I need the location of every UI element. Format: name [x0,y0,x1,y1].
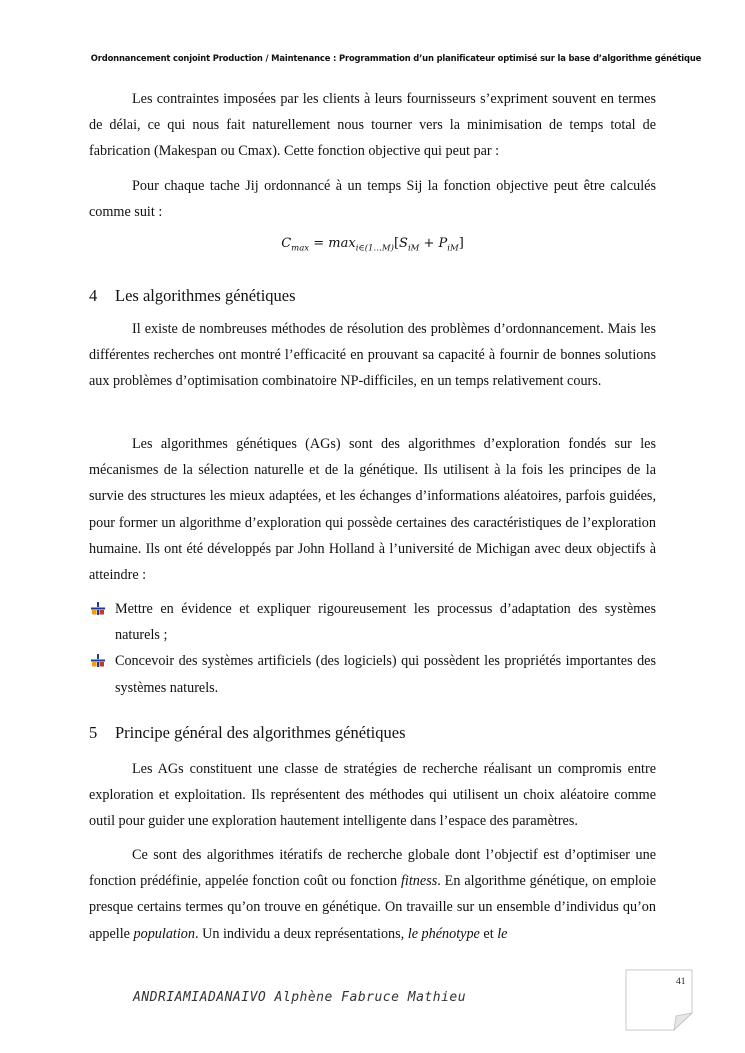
formula-s-sub: iM [407,243,420,254]
text-run: . Un individu a deux représentations [195,925,401,942]
list-item [89,648,656,700]
section-number: 5 [89,723,98,742]
formula-p: P [438,236,448,251]
paragraph-objective-function: Pour chaque tache Jij ordonnancé à un temps Sij la fonction objective peut être calculés comme suit : [89,178,656,221]
running-header-text: Ordonnancement conjoint Production / Maintenance : Programmation d’un planificateur optimisé sur la base d’algorithme génétique [90,53,702,63]
formula-p-sub: iM [447,243,459,254]
footer-author: ANDRIAMIADANAIVO Alphène Fabruce Mathieu [133,990,467,1005]
term-le: le [497,925,508,942]
list-item [89,596,656,648]
paragraph-iterative-algorithms [89,842,656,947]
text-run: . En algorithme génétique, on emploie presque certains termes qu’on trouve en génétique. On travaille sur un ensemble d’individus qu’on appelle [89,873,656,942]
paragraph-ag-strategies: Les AGs constituent une classe de stratégies de recherche réalisant un compromis entre exploration et exploitation. Ils représentent des méthodes qui utilisent un choix aléatoire comme outil pour guider une exploration hautement intelligente dans l’espace des paramètres. [89,761,656,830]
formula-open-bracket: [ [393,236,400,251]
formula-close-bracket: ] [458,236,464,251]
formula-lhs: C [281,236,292,251]
page-number: 41 [676,977,686,987]
section-title: Principe général des algorithmes génétiques [115,723,406,742]
list-item-text: Concevoir des systèmes artificiels (des logiciels) qui possèdent les propriétés importantes des systèmes naturels. [115,653,656,696]
formula-lhs-sub: max [291,243,310,254]
bullet-icon [91,602,105,615]
paragraph-makespan: Les contraintes imposées par les clients à leurs fournisseurs s’expriment souvent en termes de délai, ce qui nous fait naturellement nous tourner vers la minimisation de temps total de fabrication (Makespan ou Cmax). Cette fonction objective qui peut par : [89,91,656,160]
objectives-list [89,596,656,701]
term-phenotype: , le phénotype [400,925,480,942]
formula-max: max [328,236,356,251]
formula-s: S [399,236,408,251]
running-header [0,53,745,63]
cmax-formula [0,236,745,254]
section-number: 4 [89,286,98,305]
formula-equals: = [309,236,329,251]
formula-plus: + [419,236,439,251]
section-heading-4 [89,286,296,306]
formula-max-sub: i∈(1…M) [355,243,394,254]
text-run: et [479,925,498,942]
text-run: Ce sont des algorithmes itératifs de recherche globale dont l’objectif est d’optimiser une fonction prédéfinie, appelée fonction coût ou fonction [89,847,656,890]
bullet-icon [91,654,105,667]
section-heading-5 [89,723,406,743]
term-population: population [133,925,195,942]
list-item-text: Mettre en évidence et expliquer rigoureusement les processus d’adaptation des systèmes naturels ; [115,601,656,644]
paragraph-ag-definition: Les algorithmes génétiques (AGs) sont des algorithmes d’exploration fondés sur les mécanismes de la sélection naturelle et de la génétique. Ils utilisent à la fois les principes de la survie des structures les mieux adaptées, et les échanges d’informations aléatoires, parfois guidées, pour former un algorithme d’exploration qui possède certaines des caractéristiques de l’exploration humaine. Ils ont été développés par John Holland à l’université de Michigan avec deux objectifs à atteindre : [89,436,656,584]
term-fitness: fitness [400,873,438,890]
paragraph-resolution-methods: Il existe de nombreuses méthodes de résolution des problèmes d’ordonnancement. Mais les différentes recherches ont montré l’efficacité en prouvant sa capacité à fournir de bonnes solutions aux problèmes d’optimisation combinatoire NP-difficiles, en un temps relativement cours. [89,321,656,390]
section-title: Les algorithmes génétiques [115,286,296,305]
